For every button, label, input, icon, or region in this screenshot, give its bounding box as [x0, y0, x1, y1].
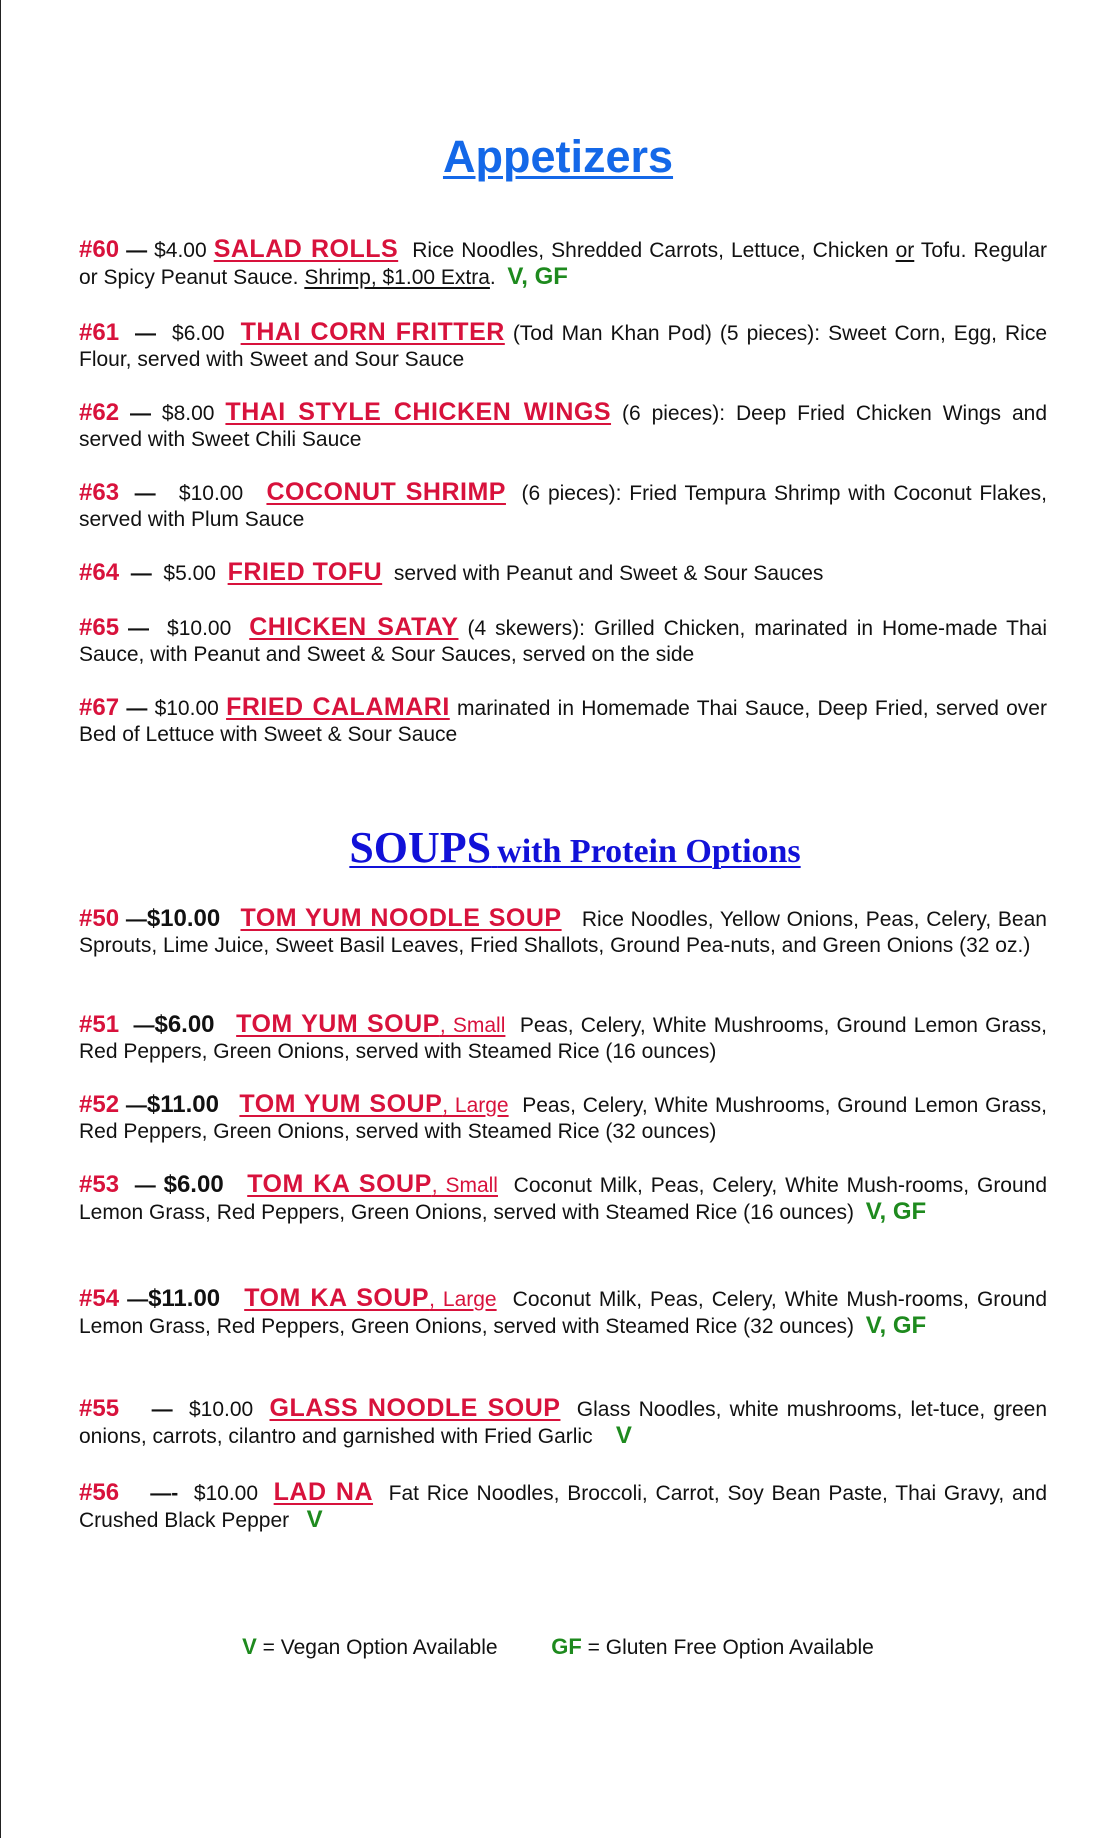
- item-number: #65: [79, 614, 120, 641]
- item-description: Peas, Celery, White Mushrooms, Ground Lemon Grass, Red Peppers, Green Onions, served with Steamed Rice (32 ounces): [79, 1094, 1047, 1143]
- menu-item-50: [79, 905, 1047, 959]
- item-description: Rice Noodles, Yellow Onions, Peas, Celery, Bean Sprouts, Lime Juice, Sweet Basil Leaves, Fried Shallots, Ground Pea-nuts, and Green Onions (32 oz.): [79, 908, 1047, 957]
- item-description: Coconut Milk, Peas, Celery, White Mush-rooms, Ground Lemon Grass, Red Peppers, Green Onions, served with Steamed Rice (32 ounces): [79, 1288, 1047, 1338]
- item-description-end: .: [489, 266, 496, 289]
- item-price: $6.00: [154, 1011, 215, 1038]
- item-name: TOM YUM NOODLE SOUP: [240, 904, 562, 932]
- item-name: TOM YUM SOUP: [236, 1010, 440, 1038]
- item-size: , Small: [439, 1014, 506, 1037]
- item-description: Rice Noodles, Shredded Carrots, Lettuce, Chicken: [412, 239, 889, 262]
- diet-tags: V: [306, 1506, 323, 1533]
- item-name: CHICKEN SATAY: [249, 613, 459, 641]
- menu-item-55: [79, 1395, 1047, 1450]
- item-number: #67: [79, 694, 120, 721]
- menu-item-67: [79, 694, 1047, 748]
- soups-heading-main: SOUPS: [349, 823, 492, 872]
- soups-heading-sub: with Protein Options: [497, 833, 801, 870]
- item-name: THAI STYLE CHICKEN WINGS: [225, 398, 612, 426]
- soups-heading: [0, 822, 1116, 873]
- item-price: $8.00: [161, 402, 215, 425]
- item-price: $10.00: [193, 1482, 259, 1505]
- item-price: $4.00: [154, 239, 207, 262]
- item-description: (Tod Man Khan Pod) (5 pieces): Sweet Corn, Egg, Rice Flour, served with Sweet and Sour Sauce: [79, 322, 1048, 371]
- item-description-cont: Tofu. Regular or Spicy Peanut Sauce.: [79, 239, 1048, 289]
- item-dash: —: [127, 1288, 149, 1311]
- item-dash: —: [129, 402, 151, 425]
- menu-item-53: [79, 1171, 1047, 1226]
- item-size: , Small: [431, 1174, 498, 1197]
- item-name: GLASS NOODLE SOUP: [269, 1394, 561, 1422]
- item-number: #53: [79, 1171, 120, 1198]
- gluten-free-key-text: = Gluten Free Option Available: [587, 1636, 874, 1659]
- item-name: TOM KA SOUP: [247, 1170, 432, 1198]
- item-dash: —: [125, 908, 147, 931]
- menu-item-62: [79, 399, 1047, 453]
- vegan-key-text: = Vegan Option Available: [262, 1636, 498, 1659]
- item-price: $10.00: [188, 1398, 254, 1421]
- item-number: #51: [79, 1011, 120, 1038]
- diet-tags: V, GF: [865, 1312, 927, 1339]
- menu-item-63: [79, 479, 1047, 533]
- item-description: marinated in Homemade Thai Sauce, Deep Fried, served over Bed of Lettuce with Sweet & Sour Sauce: [79, 697, 1047, 746]
- item-description: (4 skewers): Grilled Chicken, marinated in Home-made Thai Sauce, with Peanut and Sweet & Sour Sauces, served on the side: [79, 617, 1048, 666]
- diet-legend: [0, 1634, 1116, 1660]
- item-price: $5.00: [163, 562, 216, 585]
- menu-item-64: [79, 559, 1047, 587]
- item-price: $10.00: [146, 905, 221, 932]
- diet-tags: V, GF: [507, 263, 568, 290]
- item-price: $10.00: [154, 697, 219, 720]
- item-name: LAD NA: [273, 1478, 374, 1506]
- item-price: $11.00: [148, 1285, 221, 1312]
- item-description: served with Peanut and Sweet & Sour Sauces: [393, 562, 824, 585]
- item-description: Peas, Celery, White Mushrooms, Ground Lemon Grass, Red Peppers, Green Onions, served with Steamed Rice (16 ounces): [79, 1014, 1048, 1063]
- diet-tags: V, GF: [865, 1198, 927, 1225]
- item-number: #52: [79, 1091, 120, 1118]
- item-number: #64: [79, 559, 120, 586]
- item-dash: —-: [150, 1482, 179, 1505]
- item-extra-option: Shrimp, $1.00 Extra: [304, 266, 490, 289]
- item-dash: —: [126, 697, 148, 720]
- item-size: , Large: [429, 1288, 497, 1311]
- item-name: THAI CORN FRITTER: [240, 318, 505, 346]
- item-dash: —: [128, 617, 150, 640]
- item-dash: —: [126, 239, 148, 262]
- gluten-free-key: GF: [551, 1634, 582, 1659]
- menu-item-61: [79, 319, 1047, 373]
- item-number: #50: [79, 905, 120, 932]
- item-name: COCONUT SHRIMP: [266, 478, 506, 506]
- item-description-or: or: [895, 239, 915, 262]
- item-description: Coconut Milk, Peas, Celery, White Mush-rooms, Ground Lemon Grass, Red Peppers, Green Onions, served with Steamed Rice (16 ounces): [79, 1174, 1048, 1224]
- item-dash: —: [134, 1174, 156, 1197]
- item-description: Fat Rice Noodles, Broccoli, Carrot, Soy Bean Paste, Thai Gravy, and Crushed Black Pepper: [79, 1482, 1048, 1532]
- item-price: $6.00: [172, 322, 225, 345]
- item-name: FRIED TOFU: [227, 558, 383, 586]
- item-description: Glass Noodles, white mushrooms, let-tuce, green onions, carrots, cilantro and garnished with Fried Garlic: [79, 1398, 1048, 1448]
- menu-item-60: [79, 236, 1047, 291]
- item-name: FRIED CALAMARI: [226, 693, 450, 721]
- menu-item-51: [79, 1011, 1047, 1065]
- item-dash: —: [135, 322, 157, 345]
- menu-item-56: [79, 1479, 1047, 1534]
- item-size: , Large: [442, 1094, 509, 1117]
- menu-item-52: [79, 1091, 1047, 1145]
- item-number: #56: [79, 1479, 120, 1506]
- item-dash: —: [125, 1094, 147, 1117]
- item-number: #60: [79, 236, 120, 263]
- item-number: #62: [79, 399, 120, 426]
- item-number: #55: [79, 1395, 120, 1422]
- item-dash: —: [130, 562, 152, 585]
- diet-tags: V: [615, 1422, 632, 1449]
- menu-item-65: [79, 614, 1047, 668]
- item-name: SALAD ROLLS: [213, 235, 399, 263]
- item-description: (6 pieces): Deep Fried Chicken Wings and served with Sweet Chili Sauce: [79, 402, 1048, 451]
- item-price: $10.00: [178, 482, 244, 505]
- vegan-key: V: [242, 1634, 257, 1659]
- item-number: #61: [79, 319, 120, 346]
- appetizers-heading: Appetizers: [442, 131, 674, 182]
- item-price: $6.00: [163, 1171, 224, 1198]
- item-name: TOM YUM SOUP: [239, 1090, 443, 1118]
- item-price: $11.00: [146, 1091, 219, 1118]
- item-number: #63: [79, 479, 120, 506]
- item-number: #54: [79, 1285, 120, 1312]
- item-price: $10.00: [167, 617, 232, 640]
- item-dash: —: [151, 1398, 173, 1421]
- item-description: (6 pieces): Fried Tempura Shrimp with Coconut Flakes, served with Plum Sauce: [79, 482, 1048, 531]
- item-dash: —: [134, 482, 156, 505]
- item-dash: —: [133, 1014, 155, 1037]
- menu-item-54: [79, 1285, 1047, 1340]
- item-name: TOM KA SOUP: [244, 1284, 430, 1312]
